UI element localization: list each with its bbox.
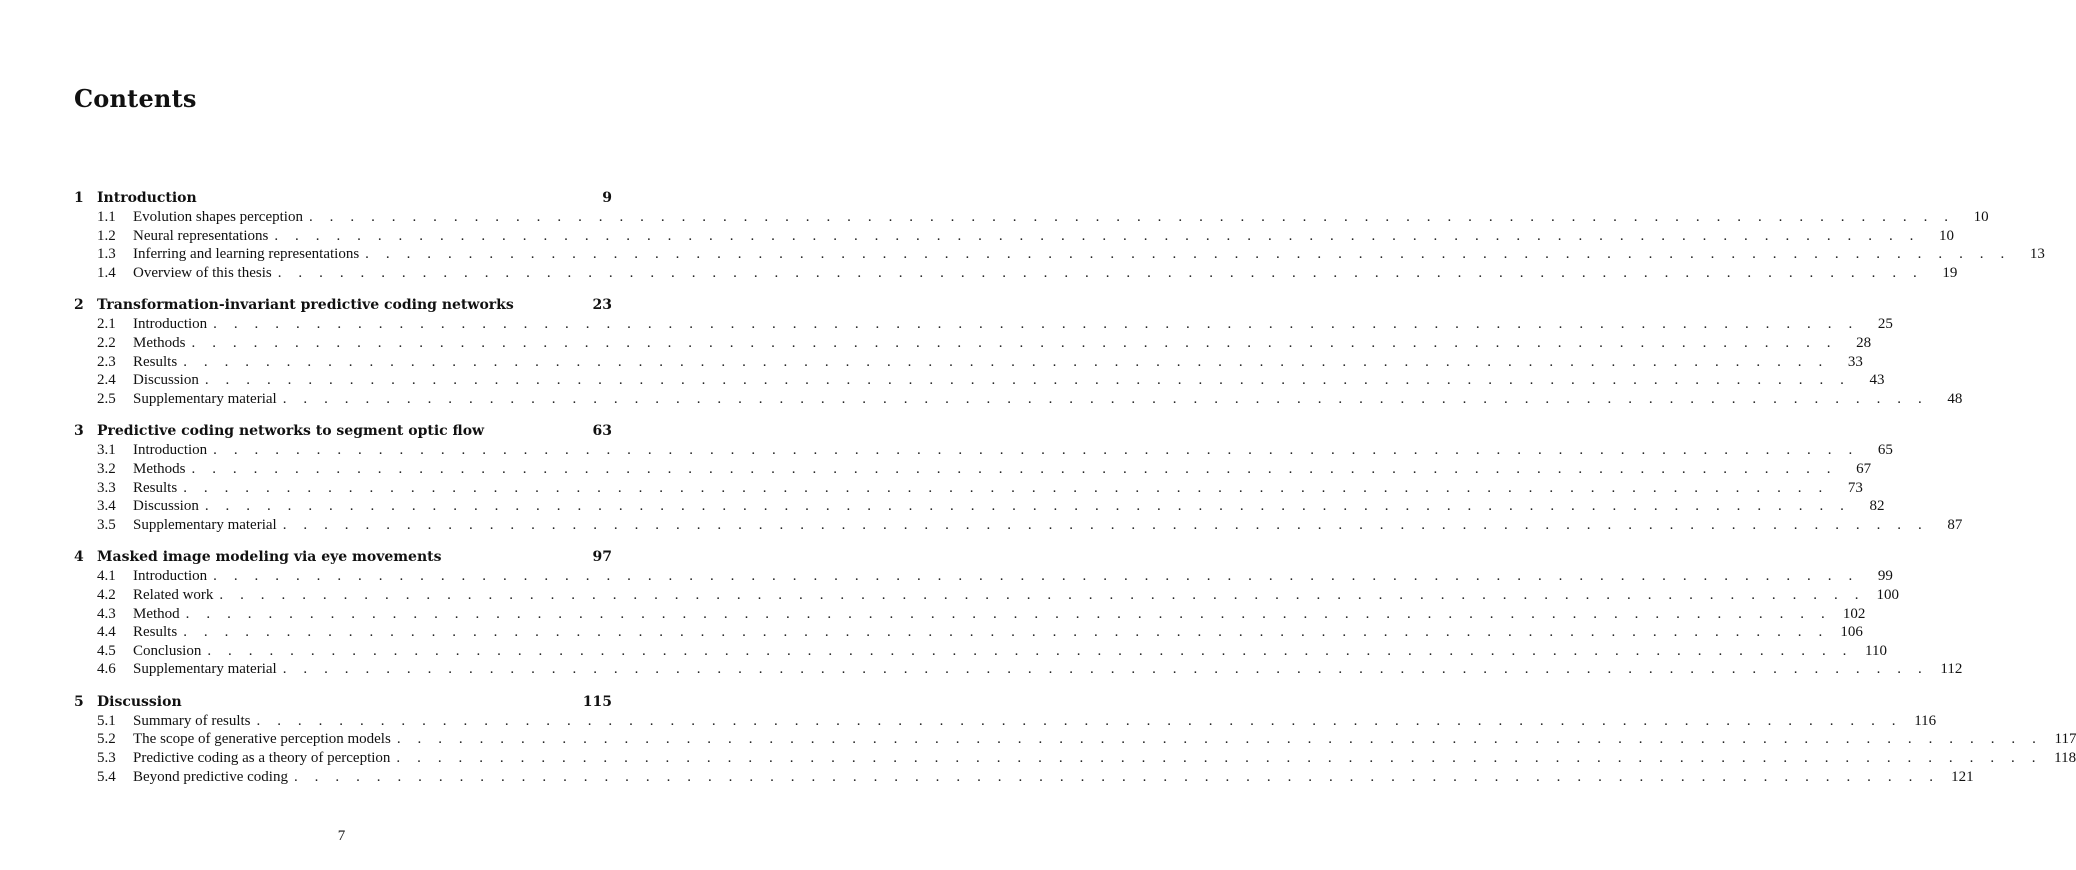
section-number: 2.1 (97, 316, 116, 333)
dot-leader: . . . . . . . . . . . . . . . . . . . . . . . . . . . . . . . . . . . . . . . . . . . . . . . . . . . . . . . . . . . . . . . . . . . . . . . . . . . . . . . . (282, 390, 1929, 407)
section-page: 19 (1942, 264, 1958, 281)
section-number: 2.3 (97, 353, 116, 370)
section-title: Supplementary material (133, 390, 277, 407)
section-title: The scope of generative perception models (133, 731, 391, 748)
section-number: 5.1 (97, 712, 116, 729)
section-title: Discussion (133, 372, 199, 389)
toc-section-entry[interactable] (74, 479, 1863, 499)
chapter-number: 1 (74, 190, 84, 206)
toc-section-entry[interactable] (74, 624, 1863, 643)
page-heading: Contents (74, 84, 197, 113)
section-page: 10 (1973, 209, 1989, 225)
chapter-number: 2 (74, 297, 84, 314)
toc-section-entry[interactable] (74, 442, 1893, 461)
section-title: Introduction (133, 442, 208, 459)
section-number: 4.4 (97, 624, 116, 641)
section-number: 3.4 (97, 498, 116, 515)
section-number: 2.2 (97, 334, 116, 351)
dot-leader: . . . . . . . . . . . . . . . . . . . . . . . . . . . . . . . . . . . . . . . . . . . . . . . . . . . . . . . . . . . . . . . . . . . . . . . . . . . . . . . . (293, 768, 1940, 785)
section-page: 48 (1947, 390, 1963, 407)
toc-section-entry[interactable] (74, 661, 1963, 680)
toc-section-entry[interactable] (74, 568, 1893, 587)
section-title: Methods (133, 460, 186, 477)
toc-section-entry[interactable] (74, 227, 1955, 247)
toc-section-entry[interactable] (74, 372, 1885, 391)
section-title: Results (133, 624, 178, 641)
section-number: 4.5 (97, 642, 116, 659)
section-number: 5.3 (97, 750, 116, 767)
section-page: 102 (1842, 605, 1866, 622)
toc-section-entry[interactable] (74, 460, 1872, 480)
dot-leader: . . . . . . . . . . . . . . . . . . . . . . . . . . . . . . . . . . . . . . . . . . . . . . . . . . . . . . . . . . . . . . . . . . . . . . . . . . . . . . . . (213, 316, 1859, 333)
section-title: Discussion (133, 498, 199, 515)
section-title: Results (133, 353, 178, 370)
chapter-title: Introduction (97, 190, 197, 206)
section-page: 65 (1877, 442, 1893, 459)
section-title: Overview of this thesis (133, 264, 272, 281)
chapter-title: Discussion (97, 693, 182, 710)
dot-leader: . . . . . . . . . . . . . . . . . . . . . . . . . . . . . . . . . . . . . . . . . . . . . . . . . . . . . . . . . . . . . . . . . . . . . . . . . . . . . . . . (191, 334, 1838, 351)
dot-leader: . . . . . . . . . . . . . . . . . . . . . . . . . . . . . . . . . . . . . . . . . . . . . . . . . . . . . . . . . . . . . . . . . . . . . . . . . . . . . . . . (396, 731, 2043, 748)
dot-leader: . . . . . . . . . . . . . . . . . . . . . . . . . . . . . . . . . . . . . . . . . . . . . . . . . . . . . . . . . . . . . . . . . . . . . . . . . . . . . . . . (282, 516, 1929, 533)
section-page: 112 (1940, 661, 1963, 678)
section-number: 3.1 (97, 442, 116, 459)
section-page: 13 (2029, 246, 2045, 263)
section-title: Beyond predictive coding (133, 768, 288, 785)
toc-section-entry[interactable] (74, 316, 1893, 335)
section-page: 100 (1876, 586, 1900, 603)
toc-chapter-entry[interactable] (74, 190, 612, 209)
dot-leader: . . . . . . . . . . . . . . . . . . . . . . . . . . . . . . . . . . . . . . . . . . . . . . . . . . . . . . . . . . . . . . . . . . . . . . . . . . . . . . . . (191, 460, 1838, 477)
section-page: 118 (2054, 750, 2076, 767)
toc-chapter (74, 693, 2076, 787)
table-of-contents (74, 190, 2076, 801)
dot-leader: . . . . . . . . . . . . . . . . . . . . . . . . . . . . . . . . . . . . . . . . . . . . . . . . . . . . . . . . . . . . . . . . . . . . . . . . . . . . . . . . (183, 624, 1829, 641)
chapter-title: Predictive coding networks to segment optic flow (97, 423, 485, 440)
section-number: 4.1 (97, 568, 116, 585)
toc-section-entry[interactable] (74, 390, 1963, 410)
section-number: 4.3 (97, 605, 116, 622)
section-number: 3.2 (97, 460, 116, 477)
section-page: 87 (1947, 516, 1963, 533)
dot-leader: . . . . . . . . . . . . . . . . . . . . . . . . . . . . . . . . . . . . . . . . . . . . . . . . . . . . . . . . . . . . . . . . . . . . . . . . . . . . . . . . (183, 353, 1829, 370)
section-number: 1.2 (97, 227, 116, 244)
dot-leader: . . . . . . . . . . . . . . . . . . . . . . . . . . . . . . . . . . . . . . . . . . . . . . . . . . . . . . . . . . . . . . . . . . . . . . . . . . . . . . . . (396, 750, 2043, 767)
section-page: 106 (1840, 624, 1863, 641)
toc-chapter (74, 190, 2045, 283)
dot-leader: . . . . . . . . . . . . . . . . . . . . . . . . . . . . . . . . . . . . . . . . . . . . . . . . . . . . . . . . . . . . . . . . . . . . . . . . . . . . . . . . (207, 642, 1853, 659)
toc-chapter-entry[interactable] (74, 549, 612, 568)
toc-section-entry[interactable] (74, 712, 1937, 732)
section-page: 110 (1865, 642, 1887, 659)
section-number: 4.2 (97, 586, 116, 603)
dot-leader: . . . . . . . . . . . . . . . . . . . . . . . . . . . . . . . . . . . . . . . . . . . . . . . . . . . . . . . . . . . . . . . . . . . . . . . . . . . . . . . . (277, 264, 1924, 281)
dot-leader: . . . . . . . . . . . . . . . . . . . . . . . . . . . . . . . . . . . . . . . . . . . . . . . . . . . . . . . . . . . . . . . . . . . . . . . . . . . . . . . . (213, 568, 1859, 585)
section-page: 28 (1856, 334, 1872, 351)
dot-leader: . . . . . . . . . . . . . . . . . . . . . . . . . . . . . . . . . . . . . . . . . . . . . . . . . . . . . . . . . . . . . . . . . . . . . . . . . . . . . . . . (219, 586, 1866, 603)
toc-chapter (74, 423, 1963, 535)
toc-chapter-entry[interactable] (74, 423, 612, 442)
section-number: 2.5 (97, 390, 116, 407)
chapter-title: Transformation-invariant predictive coding networks (97, 297, 514, 314)
section-number: 2.4 (97, 372, 116, 389)
section-page: 117 (2054, 731, 2076, 748)
section-page: 43 (1869, 372, 1885, 389)
dot-leader: . . . . . . . . . . . . . . . . . . . . . . . . . . . . . . . . . . . . . . . . . . . . . . . . . . . . . . . . . . . . . . . . . . . . . . . . . . . . . . . . (183, 479, 1829, 496)
toc-chapter-entry[interactable] (74, 297, 612, 316)
toc-section-entry[interactable] (74, 586, 1900, 606)
dot-leader: . . . . . . . . . . . . . . . . . . . . . . . . . . . . . . . . . . . . . . . . . . . . . . . . . . . . . . . . . . . . . . . . . . . . . . . . . . . . . . . . (204, 498, 1851, 515)
section-number: 5.4 (97, 768, 116, 785)
dot-leader: . . . . . . . . . . . . . . . . . . . . . . . . . . . . . . . . . . . . . . . . . . . . . . . . . . . . . . . . . . . . . . . . . . . . . . . . . . . . . . . . (185, 605, 1832, 622)
toc-section-entry[interactable] (74, 246, 2045, 265)
toc-section-entry[interactable] (74, 353, 1863, 373)
section-title: Summary of results (133, 712, 251, 729)
section-title: Supplementary material (133, 516, 277, 533)
section-number: 1.1 (97, 209, 116, 225)
toc-section-entry[interactable] (74, 516, 1963, 536)
section-title: Methods (133, 334, 186, 351)
chapter-number: 5 (74, 693, 84, 710)
section-number: 3.5 (97, 516, 116, 533)
toc-chapter-entry[interactable] (74, 694, 612, 713)
chapter-page: 23 (592, 297, 612, 314)
chapter-page: 115 (582, 693, 612, 710)
section-title: Predictive coding as a theory of perception (133, 750, 391, 767)
section-title: Inferring and learning representations (133, 246, 360, 263)
section-page: 121 (1951, 768, 1974, 785)
section-title: Evolution shapes perception (133, 209, 303, 225)
toc-chapter (74, 549, 1963, 680)
toc-chapter (74, 297, 1963, 409)
section-title: Supplementary material (133, 661, 277, 678)
toc-section-entry[interactable] (74, 731, 2076, 750)
section-number: 4.6 (97, 661, 116, 678)
chapter-number: 4 (74, 549, 84, 566)
section-title: Conclusion (133, 642, 202, 659)
section-number: 3.3 (97, 479, 116, 496)
section-page: 73 (1847, 479, 1863, 496)
section-page: 116 (1914, 712, 1937, 729)
section-page: 25 (1877, 316, 1893, 333)
section-number: 1.4 (97, 264, 116, 281)
section-page: 33 (1847, 353, 1863, 370)
section-page: 99 (1877, 568, 1893, 585)
dot-leader: . . . . . . . . . . . . . . . . . . . . . . . . . . . . . . . . . . . . . . . . . . . . . . . . . . . . . . . . . . . . . . . . . . . . . . . . . . . . . . . . (204, 372, 1851, 389)
chapter-page: 9 (602, 190, 612, 206)
section-page: 10 (1939, 227, 1955, 244)
toc-section-entry[interactable] (74, 605, 1866, 625)
toc-section-entry[interactable] (74, 334, 1872, 354)
section-number: 1.3 (97, 246, 116, 263)
dot-leader: . . . . . . . . . . . . . . . . . . . . . . . . . . . . . . . . . . . . . . . . . . . . . . . . . . . . . . . . . . . . . . . . . . . . . . . . . . . . . . . . (256, 712, 1903, 729)
section-number: 5.2 (97, 731, 116, 748)
section-title: Results (133, 479, 178, 496)
section-title: Method (133, 605, 180, 622)
toc-section-entry[interactable] (74, 750, 2076, 769)
toc-section-entry[interactable] (74, 209, 1989, 228)
section-title: Introduction (133, 568, 208, 585)
page-number: 7 (337, 828, 346, 844)
chapter-number: 3 (74, 423, 84, 440)
dot-leader: . . . . . . . . . . . . . . . . . . . . . . . . . . . . . . . . . . . . . . . . . . . . . . . . . . . . . . . . . . . . . . . . . . . . . . . . . . . . . . . . (365, 246, 2011, 263)
section-page: 82 (1869, 498, 1885, 515)
toc-section-entry[interactable] (74, 264, 1958, 284)
toc-section-entry[interactable] (74, 642, 1887, 662)
section-page: 67 (1856, 460, 1872, 477)
chapter-page: 97 (592, 549, 612, 566)
dot-leader: . . . . . . . . . . . . . . . . . . . . . . . . . . . . . . . . . . . . . . . . . . . . . . . . . . . . . . . . . . . . . . . . . . . . . . . . . . . . . . . . (282, 661, 1929, 678)
dot-leader: . . . . . . . . . . . . . . . . . . . . . . . . . . . . . . . . . . . . . . . . . . . . . . . . . . . . . . . . . . . . . . . . . . . . . . . . . . . . . . . . (274, 227, 1921, 244)
chapter-title: Masked image modeling via eye movements (97, 549, 442, 566)
section-title: Related work (133, 586, 214, 603)
section-title: Neural representations (133, 227, 269, 244)
chapter-page: 63 (592, 423, 612, 440)
toc-section-entry[interactable] (74, 498, 1885, 517)
dot-leader: . . . . . . . . . . . . . . . . . . . . . . . . . . . . . . . . . . . . . . . . . . . . . . . . . . . . . . . . . . . . . . . . . . . . . . . . . . . . . . . . (213, 442, 1859, 459)
toc-section-entry[interactable] (74, 768, 1974, 788)
dot-leader: . . . . . . . . . . . . . . . . . . . . . . . . . . . . . . . . . . . . . . . . . . . . . . . . . . . . . . . . . . . . . . . . . . . . . . . . . . . . . . . . (308, 209, 1955, 225)
section-title: Introduction (133, 316, 208, 333)
